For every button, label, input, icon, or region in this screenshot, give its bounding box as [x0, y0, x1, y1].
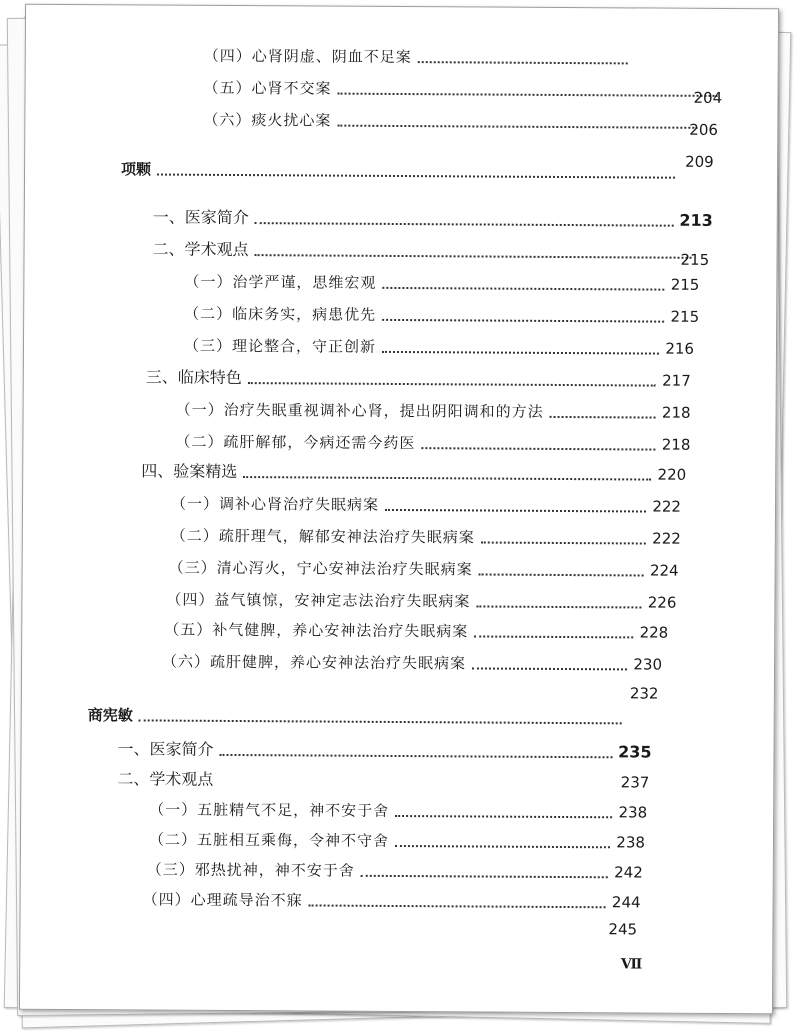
- toc-entry-label: 三、临床特色: [145, 367, 242, 388]
- toc-entry: [153, 239, 698, 262]
- dot-leader: [243, 473, 651, 480]
- toc-entry-page: 220: [657, 465, 687, 484]
- dot-leader: [338, 89, 718, 96]
- toc-entry-label: （三）理论整合，守正创新: [183, 336, 377, 356]
- toc-entry-page: 222: [652, 529, 681, 548]
- toc-entry: [184, 336, 694, 359]
- dot-leader: [395, 811, 612, 817]
- toc-entry-label: （四）心肾阴虚、阴血不足案: [203, 46, 412, 67]
- dot-leader: [472, 664, 627, 670]
- dot-leader: [220, 750, 613, 757]
- toc-entry: [146, 367, 691, 390]
- toc-entry-page: 218: [661, 435, 691, 454]
- toc-entry-page: 235: [618, 742, 652, 762]
- dot-leader: [382, 315, 664, 322]
- toc-entry-label: （四）益气镇惊，安神定志法治疗失眠病案: [166, 590, 471, 611]
- toc-entry-label: （六）疏肝健脾，养心安神法治疗失眠病案: [162, 652, 467, 673]
- dot-leader: [255, 251, 692, 259]
- toc-entry-page: 242: [614, 863, 643, 882]
- toc-entry-label: （二）疏肝解郁，今病还需今药医: [175, 432, 416, 453]
- toc-section-heading: [88, 705, 628, 728]
- dot-leader: [421, 444, 655, 450]
- dot-leader: [255, 219, 674, 227]
- dot-leader: [395, 841, 610, 847]
- toc-entry-label: （六）痰火扰心案: [203, 110, 332, 130]
- toc-entry-page: 237: [620, 773, 650, 792]
- toc-entry: [176, 400, 691, 423]
- dot-leader: [385, 505, 646, 512]
- toc-entry-page: 204: [693, 88, 723, 107]
- toc-entry-page: 244: [611, 893, 641, 912]
- toc-entry: [143, 889, 641, 912]
- dot-leader: [382, 283, 664, 290]
- toc-entry-page: 238: [616, 833, 646, 852]
- toc-entry-label: 二、学术观点: [117, 769, 214, 789]
- toc-entry-label: （一）治疗失眠重视调补心肾，提出阴阳调和的方法: [175, 400, 544, 421]
- toc-entry-page: 215: [680, 250, 710, 269]
- dot-leader: [157, 170, 675, 178]
- toc-entry-label: （五）心肾不交案: [203, 78, 332, 98]
- dot-leader: [550, 412, 656, 418]
- toc-entry-label: （二）疏肝理气，解郁安神法治疗失眠病案: [170, 526, 475, 547]
- toc-entry-label: （四）心理疏导治不寐: [142, 890, 303, 910]
- toc-entry-label: （三）邪热扰神，神不安于舍: [146, 860, 355, 880]
- toc-entry-label: 项颗: [121, 160, 152, 179]
- dot-leader: [337, 121, 697, 128]
- toc-entry: [153, 207, 713, 230]
- toc-entry: [162, 652, 662, 675]
- toc-entry: [203, 110, 703, 133]
- toc-entry-page: 206: [689, 120, 719, 139]
- toc-entry: [149, 829, 645, 852]
- toc-entry: [147, 859, 643, 882]
- toc-entry: [166, 590, 676, 613]
- toc-page: [19, 4, 779, 1015]
- dot-leader: [479, 570, 644, 576]
- toc-entry: [184, 272, 699, 295]
- toc-entry-page: 226: [647, 593, 677, 612]
- toc-entry-label: 一、医家简介: [117, 739, 214, 759]
- toc-entry-page: 245: [608, 920, 638, 939]
- toc-entry-page: 224: [649, 561, 679, 580]
- toc-entry-page: 215: [670, 307, 700, 326]
- dot-leader: [481, 538, 646, 544]
- toc-entry: [141, 461, 686, 484]
- toc-entry-page: 232: [629, 684, 659, 703]
- toc-entry: [204, 46, 634, 69]
- toc-entry: [117, 769, 649, 792]
- toc-entry-page: 209: [685, 152, 714, 171]
- toc-entry-label: 四、验案精选: [141, 461, 238, 482]
- toc-entry-page: 222: [652, 497, 682, 516]
- dot-leader: [418, 58, 628, 64]
- toc-section-heading: [121, 159, 681, 182]
- toc-entry-page: 230: [633, 655, 663, 674]
- dot-leader: [248, 379, 656, 386]
- toc-entry-page: 216: [665, 339, 695, 358]
- toc-entry: [175, 432, 690, 455]
- toc-entry-label: 一、医家简介: [152, 207, 249, 228]
- toc-entry-label: （一）五脏精气不足，神不安于舍: [149, 800, 390, 820]
- toc-entry-page: 218: [661, 403, 691, 422]
- toc-entry-page: 228: [639, 623, 669, 642]
- toc-entry-label: （二）临床务实，病患优先: [184, 304, 377, 324]
- toc-entry-page: 213: [679, 210, 713, 230]
- dot-leader: [474, 632, 633, 638]
- toc-entry-label: （五）补气健脾，养心安神法治疗失眠病案: [164, 620, 469, 641]
- toc-entry-label: （一）治学严谨，思维宏观: [184, 272, 377, 292]
- dot-leader: [476, 602, 641, 608]
- toc-entry-label: （三）清心泻火，宁心安神法治疗失眠病案: [168, 558, 473, 579]
- folio-page-number: Ⅶ: [620, 956, 643, 973]
- dot-leader: [382, 347, 659, 354]
- toc-entry: [164, 620, 668, 643]
- toc-entry: [117, 739, 651, 762]
- toc-entry: [149, 799, 647, 822]
- toc-entry-page: 217: [662, 371, 691, 390]
- toc-entry: [204, 78, 724, 101]
- dot-leader: [361, 871, 608, 878]
- toc-entry-page: 238: [618, 803, 648, 822]
- toc-entry-label: 商宪敏: [87, 706, 133, 725]
- toc-entry-label: 二、学术观点: [152, 239, 249, 260]
- toc-entry: [171, 494, 681, 517]
- toc-entry-label: （二）五脏相互乘侮，令神不守舍: [148, 830, 390, 850]
- dot-leader: [309, 901, 606, 908]
- toc-entry: [184, 304, 699, 327]
- toc-entry-label: （一）调补心肾治疗失眠病案: [170, 494, 380, 514]
- toc-entry-page: 215: [670, 275, 700, 294]
- dot-leader: [139, 716, 622, 724]
- toc-entry: [169, 558, 679, 581]
- toc-entry: [171, 526, 681, 549]
